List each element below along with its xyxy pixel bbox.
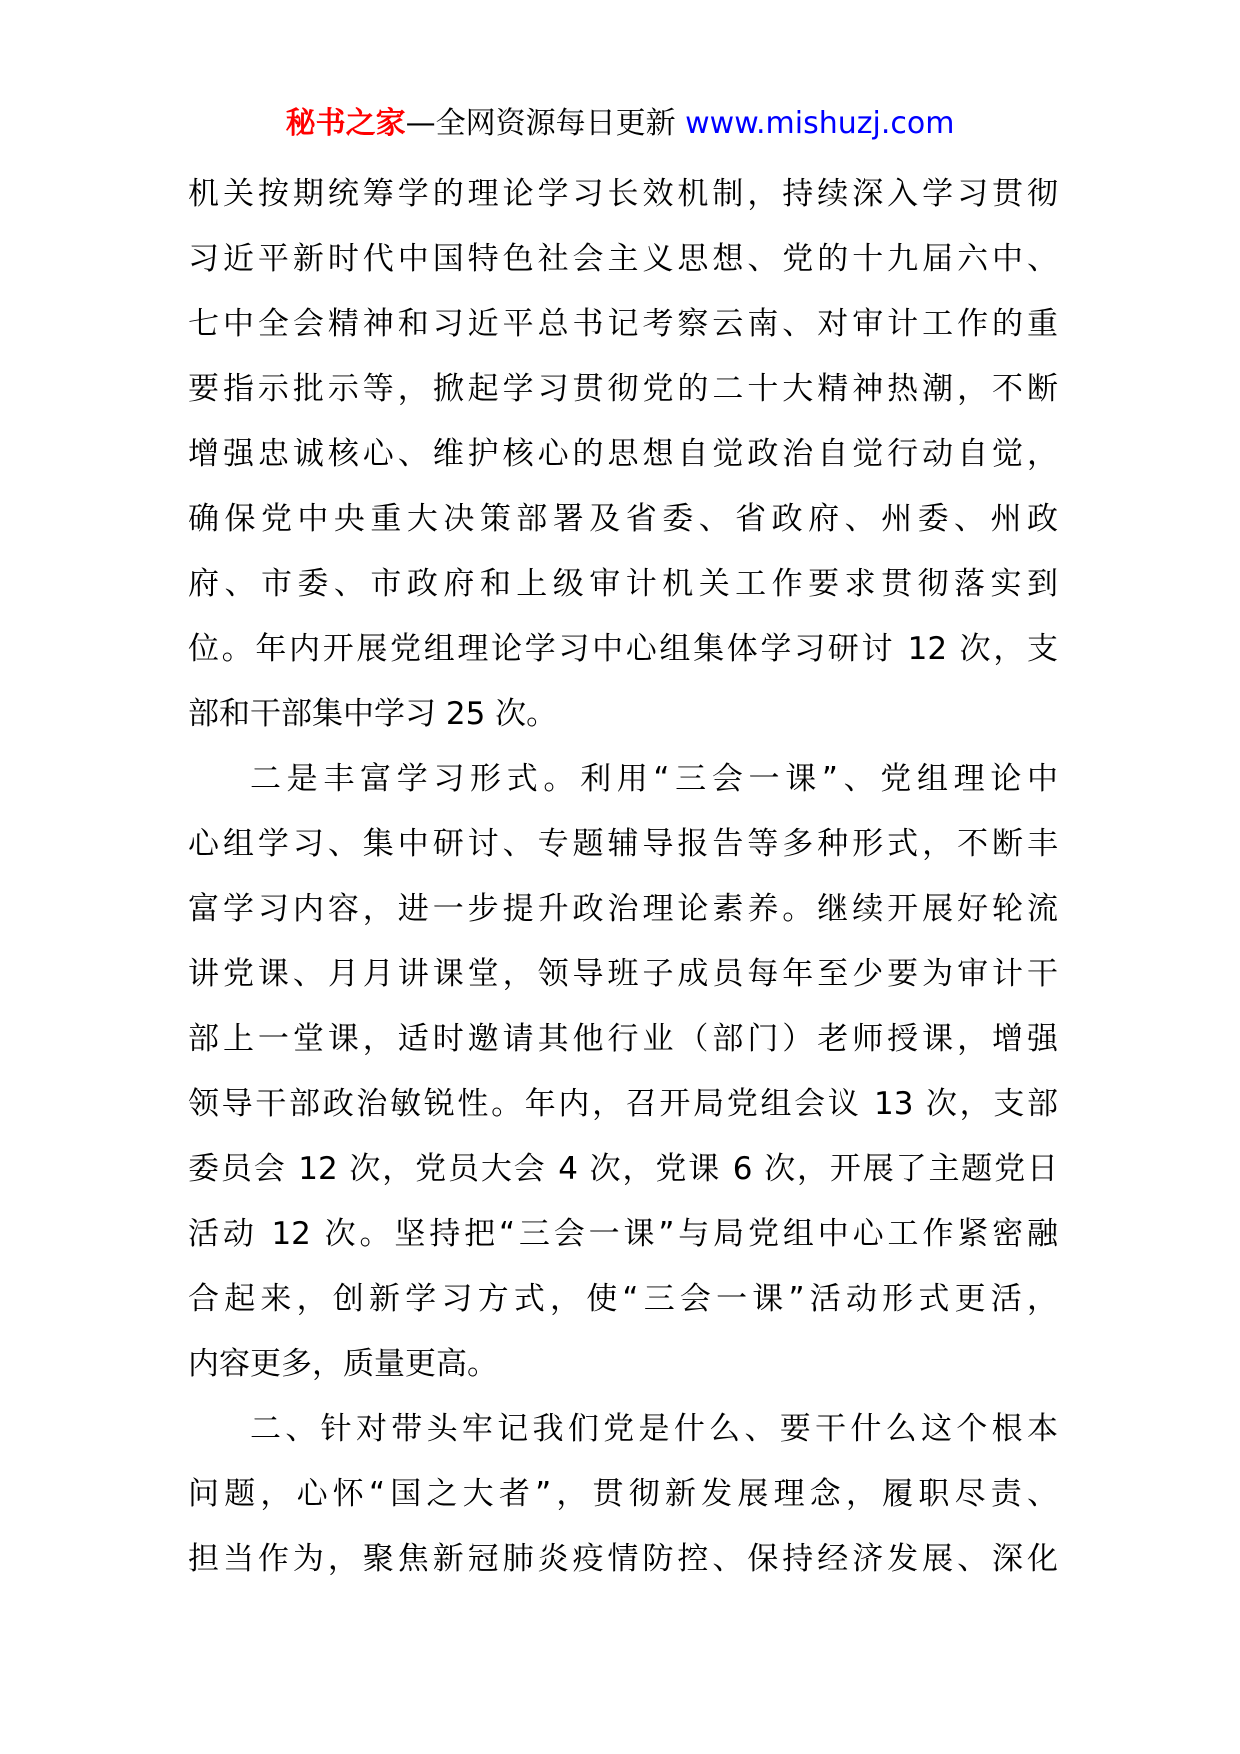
- text-line: 领导干部政治敏锐性。年内，召开局党组会议 13 次，支部: [188, 1086, 1058, 1122]
- text-line: 富学习内容，进一步提升政治理论素养。继续开展好轮流: [188, 891, 1058, 927]
- header-slogan: —全网资源每日更新: [405, 106, 686, 141]
- site-url-link[interactable]: www.mishuzj.com: [685, 106, 955, 141]
- text-line: 二是丰富学习形式。利用“三会一课”、党组理论中: [250, 761, 1058, 797]
- text-line: 部上一堂课，适时邀请其他行业（部门）老师授课，增强: [188, 1021, 1058, 1057]
- text-line: 位。年内开展党组理论学习中心组集体学习研讨 12 次，支: [188, 631, 1058, 667]
- text-line: 活动 12 次。坚持把“三会一课”与局党组中心工作紧密融: [188, 1216, 1058, 1252]
- text-line: 机关按期统筹学的理论学习长效机制，持续深入学习贯彻: [188, 176, 1058, 212]
- text-line: 委员会 12 次，党员大会 4 次，党课 6 次，开展了主题党日: [188, 1151, 1058, 1187]
- text-line: 习近平新时代中国特色社会主义思想、党的十九届六中、: [188, 241, 1058, 277]
- text-line: 担当作为，聚焦新冠肺炎疫情防控、保持经济发展、深化: [188, 1541, 1058, 1577]
- text-line: 问题，心怀“国之大者”，贯彻新发展理念，履职尽责、: [188, 1476, 1058, 1512]
- text-line: 心组学习、集中研讨、专题辅导报告等多种形式，不断丰: [188, 826, 1058, 862]
- text-line: 讲党课、月月讲课堂，领导班子成员每年至少要为审计干: [188, 956, 1058, 992]
- text-line: 合起来，创新学习方式，使“三会一课”活动形式更活，: [188, 1281, 1058, 1317]
- brand-name: 秘书之家: [285, 106, 406, 141]
- text-line: 确保党中央重大决策部署及省委、省政府、州委、州政: [188, 501, 1058, 537]
- text-line: 府、市委、市政府和上级审计机关工作要求贯彻落实到: [188, 566, 1058, 602]
- text-line: 要指示批示等，掀起学习贯彻党的二十大精神热潮，不断: [188, 371, 1058, 407]
- page-header: [0, 104, 1240, 144]
- text-line: 二、针对带头牢记我们党是什么、要干什么这个根本: [250, 1411, 1058, 1447]
- text-line: 内容更多，质量更高。: [188, 1346, 498, 1382]
- text-line: 增强忠诚核心、维护核心的思想自觉政治自觉行动自觉，: [188, 436, 1058, 472]
- text-line: 部和干部集中学习 25 次。: [188, 696, 558, 732]
- document-body: [188, 162, 1058, 1592]
- text-line: 七中全会精神和习近平总书记考察云南、对审计工作的重: [188, 306, 1058, 342]
